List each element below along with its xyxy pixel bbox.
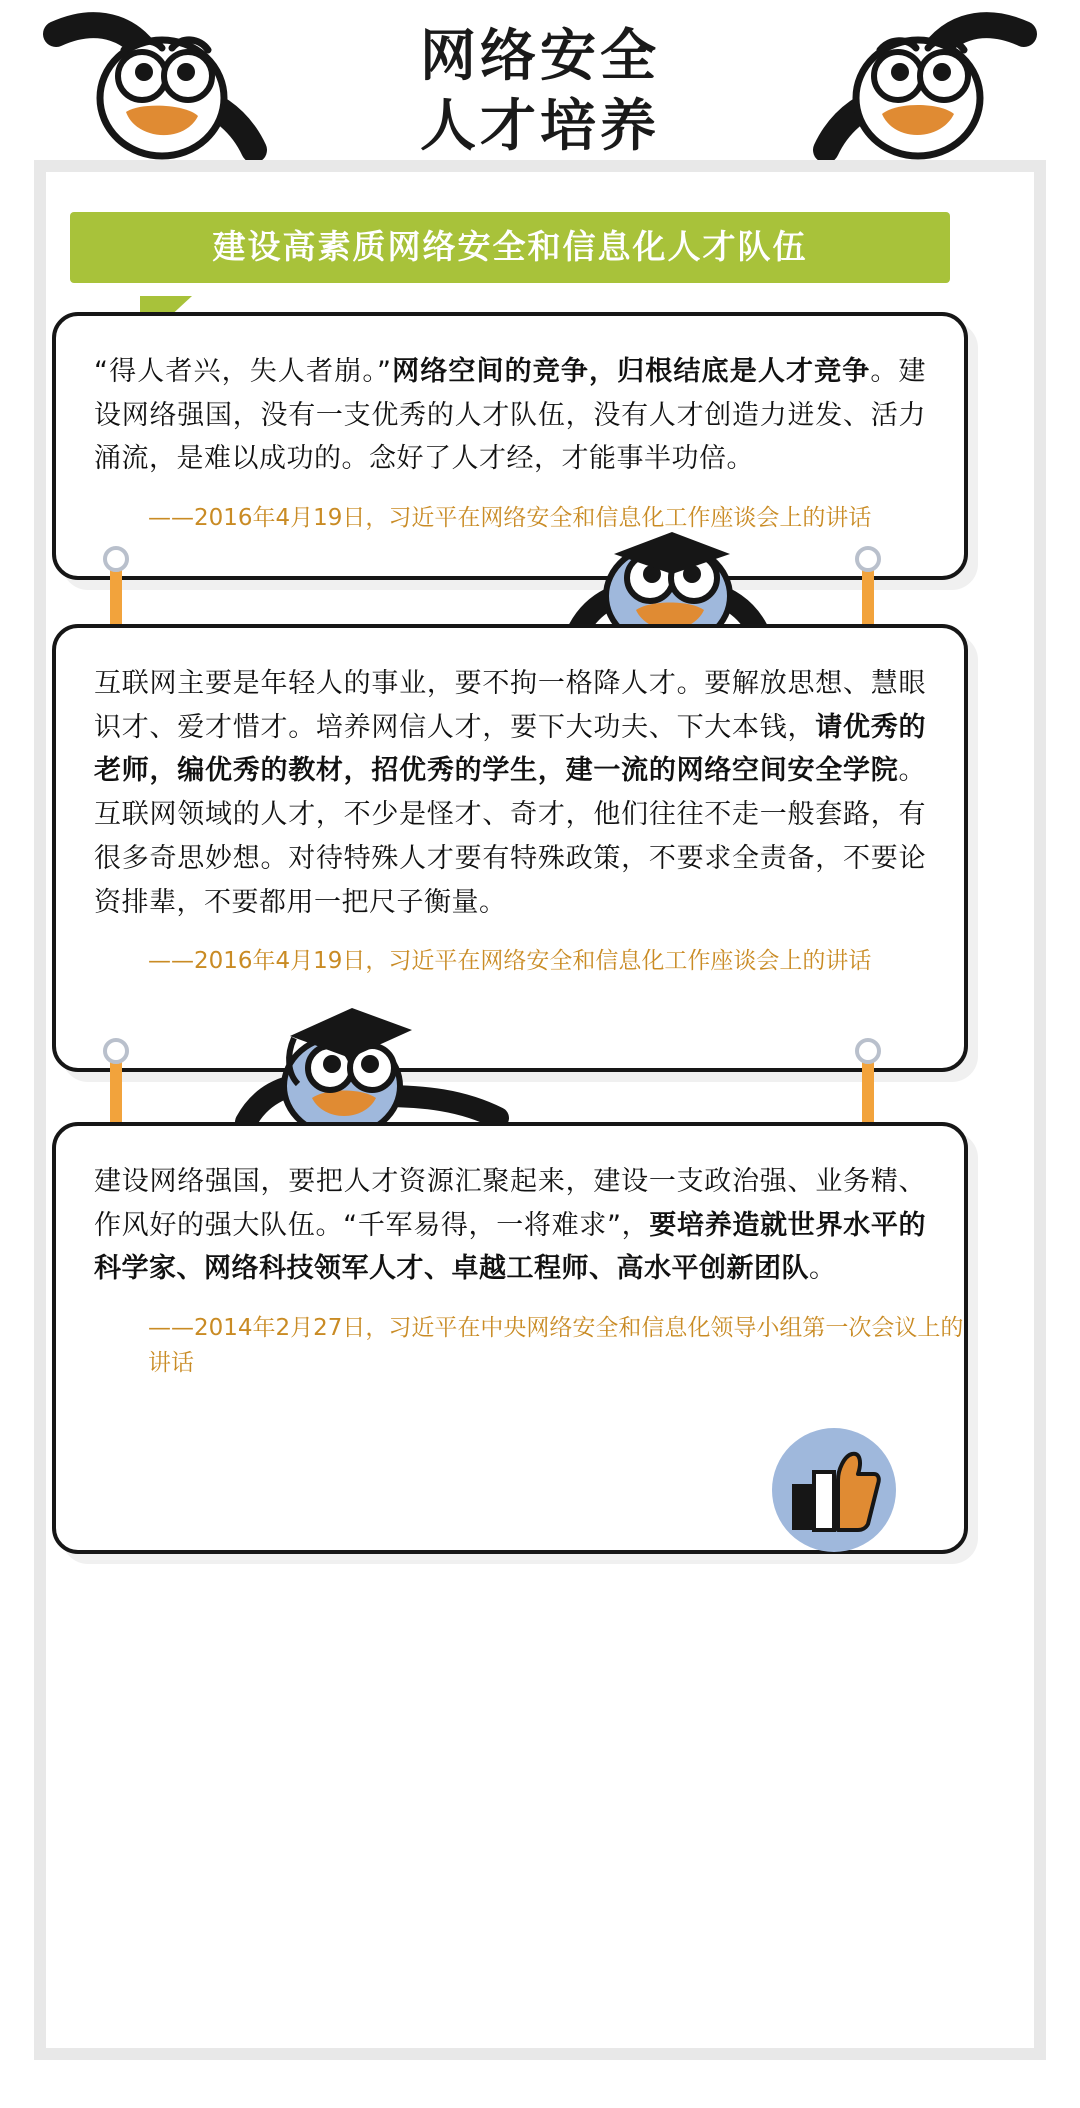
quote-card-1-source: ——2016年4月19日，习近平在网络安全和信息化工作座谈会上的讲话 bbox=[148, 505, 872, 532]
connector-cap bbox=[103, 546, 129, 572]
section-banner bbox=[70, 212, 950, 283]
quote-card-3-source: ——2014年2月27日，习近平在中央网络安全和信息化领导小组第一次会议上的讲话 bbox=[148, 1315, 964, 1376]
connector-cap bbox=[855, 546, 881, 572]
quote-card-2-source: ——2016年4月19日，习近平在网络安全和信息化工作座谈会上的讲话 bbox=[148, 948, 872, 975]
page-title bbox=[0, 22, 1080, 162]
connector-cap bbox=[103, 1038, 129, 1064]
section-banner-label: 建设高素质网络安全和信息化人才队伍 bbox=[70, 212, 950, 283]
quote-card-1 bbox=[52, 312, 968, 580]
page-title-line-1: 网络安全 bbox=[420, 24, 660, 89]
thumbs-up-badge bbox=[772, 1428, 896, 1552]
quote-card-2-text: 互联网主要是年轻人的事业，要不拘一格降人才。要解放思想、慧眼识才、爱才惜才。培养网信人才，要下大功夫、下大本钱，请优秀的老师，编优秀的教材，招优秀的学生，建一流的网络空间安全学院。互联网领域的人才，不少是怪才、奇才，他们往往不走一般套路，有很多奇思妙想。对待特殊人才要有特殊政策，不要求全责备，不要论资排辈，不要都用一把尺子衡量。 bbox=[94, 668, 927, 918]
connector-cap bbox=[855, 1038, 881, 1064]
page-title-line-2: 人才培养 bbox=[420, 94, 660, 159]
poster-header bbox=[0, 0, 1080, 170]
thumbs-up-icon bbox=[772, 1428, 896, 1552]
quote-card-3-text: 建设网络强国，要把人才资源汇聚起来，建设一支政治强、业务精、作风好的强大队伍。“千军易得，一将难求”，要培养造就世界水平的科学家、网络科技领军人才、卓越工程师、高水平创新团队。 bbox=[94, 1166, 926, 1285]
quote-card-1-text: “得人者兴，失人者崩。”网络空间的竞争，归根结底是人才竞争。建设网络强国，没有一支优秀的人才队伍，没有人才创造力迸发、活力涌流，是难以成功的。念好了人才经，才能事半功倍。 bbox=[94, 356, 927, 475]
bottom-spacer bbox=[0, 2060, 1080, 2108]
